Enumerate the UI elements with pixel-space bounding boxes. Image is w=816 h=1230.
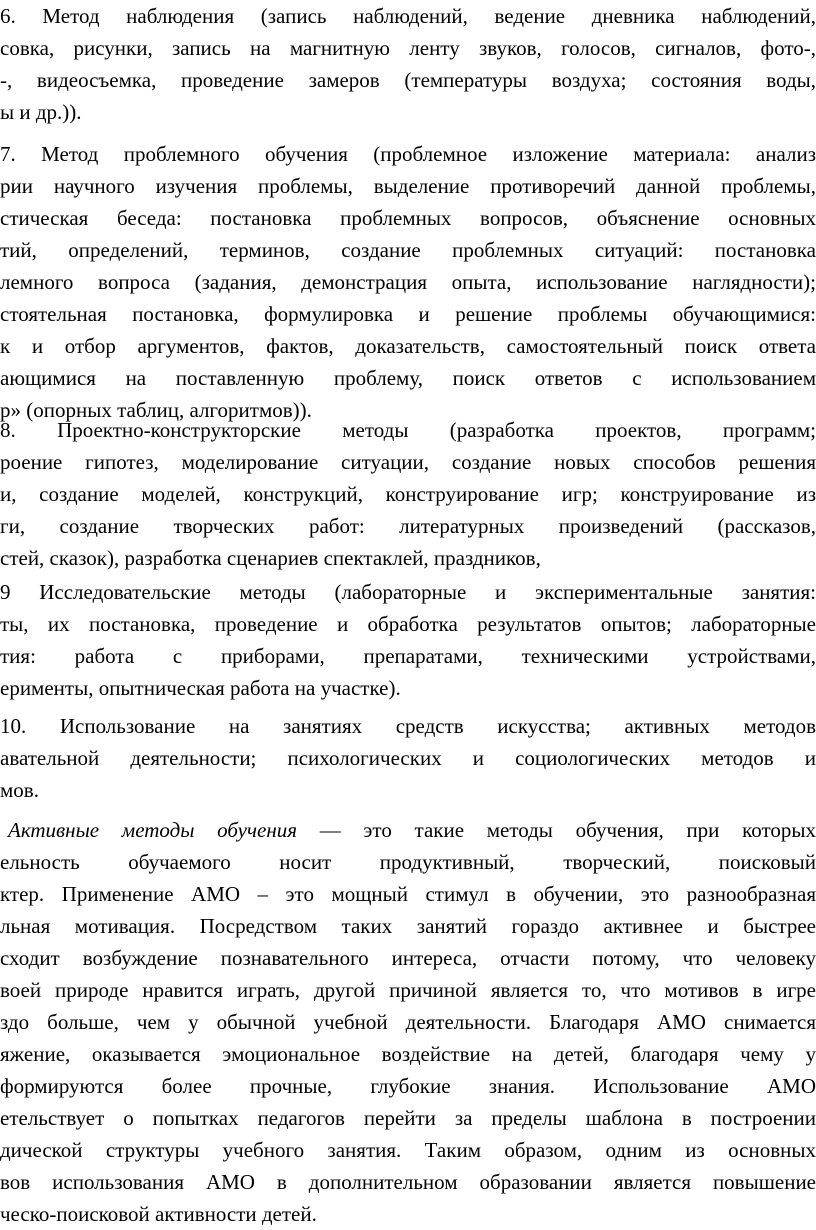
text-line: 9 Исследовательские методы (лабораторные и экспериментальные занятия:: [0, 580, 816, 604]
text-line: рии научного изучения проблемы, выделение противоречий данной проблемы,: [0, 174, 816, 198]
text-line: льная мотивация. Посредством таких занятий гораздо активнее и быстрее: [0, 914, 816, 938]
term-active-methods: Активные методы обучения: [8, 818, 298, 842]
text-line: роение гипотез, моделирование ситуации, создание новых способов решения: [0, 450, 816, 474]
text-line: ты, их постановка, проведение и обработка результатов опытов; лабораторные: [0, 612, 816, 636]
text-line: мов.: [0, 778, 39, 802]
text-line: яжение, оказывается эмоциональное воздействие на детей, благодаря чему у: [0, 1042, 816, 1066]
text-line: 8. Проектно-конструкторские методы (разработка проектов, программ;: [0, 418, 816, 442]
text-line: ческо-поисковой активности детей.: [0, 1202, 317, 1226]
paragraph-method-10: [0, 710, 816, 806]
paragraph-active-methods: [0, 814, 816, 1230]
text-line: р» (опорных таблиц, алгоритмов)).: [0, 398, 312, 422]
text-line: ги, создание творческих работ: литературных произведений (рассказов,: [0, 514, 816, 538]
text-line: 10. Использование на занятиях средств искусства; активных методов: [0, 714, 816, 738]
text-line: ающимися на поставленную проблему, поиск ответов с использованием: [0, 366, 816, 390]
text-line: стоятельная постановка, формулировка и решение проблемы обучающимися:: [0, 302, 816, 326]
paragraph-method-8: [0, 414, 816, 574]
text-line: ельность обучаемого носит продуктивный, творческий, поисковый: [0, 850, 816, 874]
text-line: воей природе нравится играть, другой причиной является то, что мотивов в игре: [0, 978, 816, 1002]
text-line: и, создание моделей, конструкций, конструирование игр; конструирование из: [0, 482, 816, 506]
text-line: тий, определений, терминов, создание проблемных ситуаций: постановка: [0, 238, 816, 262]
text-line: ерименты, опытническая работа на участке).: [0, 676, 401, 700]
text-line: совка, рисунки, запись на магнитную ленту звуков, голосов, сигналов, фото-,: [0, 36, 816, 60]
text-line: 7. Метод проблемного обучения (проблемное изложение материала: анализ: [0, 142, 816, 166]
paragraph-method-6: [0, 0, 816, 128]
text-line: стей, сказок), разработка сценариев спектаклей, праздников,: [0, 546, 541, 570]
text-line: 6. Метод наблюдения (запись наблюдений, ведение дневника наблюдений,: [0, 4, 816, 28]
text-line: [0, 814, 816, 846]
text-line: лемного вопроса (задания, демонстрация опыта, использование наглядности);: [0, 270, 816, 294]
paragraph-method-7: [0, 138, 816, 426]
text-line: дической структуры учебного занятия. Таким образом, одним из основных: [0, 1138, 816, 1162]
text-line: -, видеосъемка, проведение замеров (температуры воздуха; состояния воды,: [0, 68, 816, 92]
paragraph-method-9: [0, 576, 816, 704]
text-line: ы и др.)).: [0, 100, 82, 124]
text-line: тия: работа с приборами, препаратами, техническими устройствами,: [0, 644, 816, 668]
text-line: ктер. Применение АМО – это мощный стимул в обучении, это разнообразная: [0, 882, 816, 906]
text-line: авательной деятельности; психологических и социологических методов и: [0, 746, 816, 770]
text-line: здо больше, чем у обычной учебной деятельности. Благодаря АМО снимается: [0, 1010, 816, 1034]
text-line: формируются более прочные, глубокие знания. Использование АМО: [0, 1074, 816, 1098]
text-line: етельствует о попытках педагогов перейти за пределы шаблона в построении: [0, 1106, 816, 1130]
text-line: сходит возбуждение познавательного интереса, отчасти потому, что человеку: [0, 946, 816, 970]
definition-text: — это такие методы обучения, при которых: [297, 818, 816, 842]
text-line: к и отбор аргументов, фактов, доказательств, самостоятельный поиск ответа: [0, 334, 816, 358]
text-line: вов использования АМО в дополнительном образовании является повышение: [0, 1170, 816, 1194]
text-line: стическая беседа: постановка проблемных вопросов, объяснение основных: [0, 206, 816, 230]
